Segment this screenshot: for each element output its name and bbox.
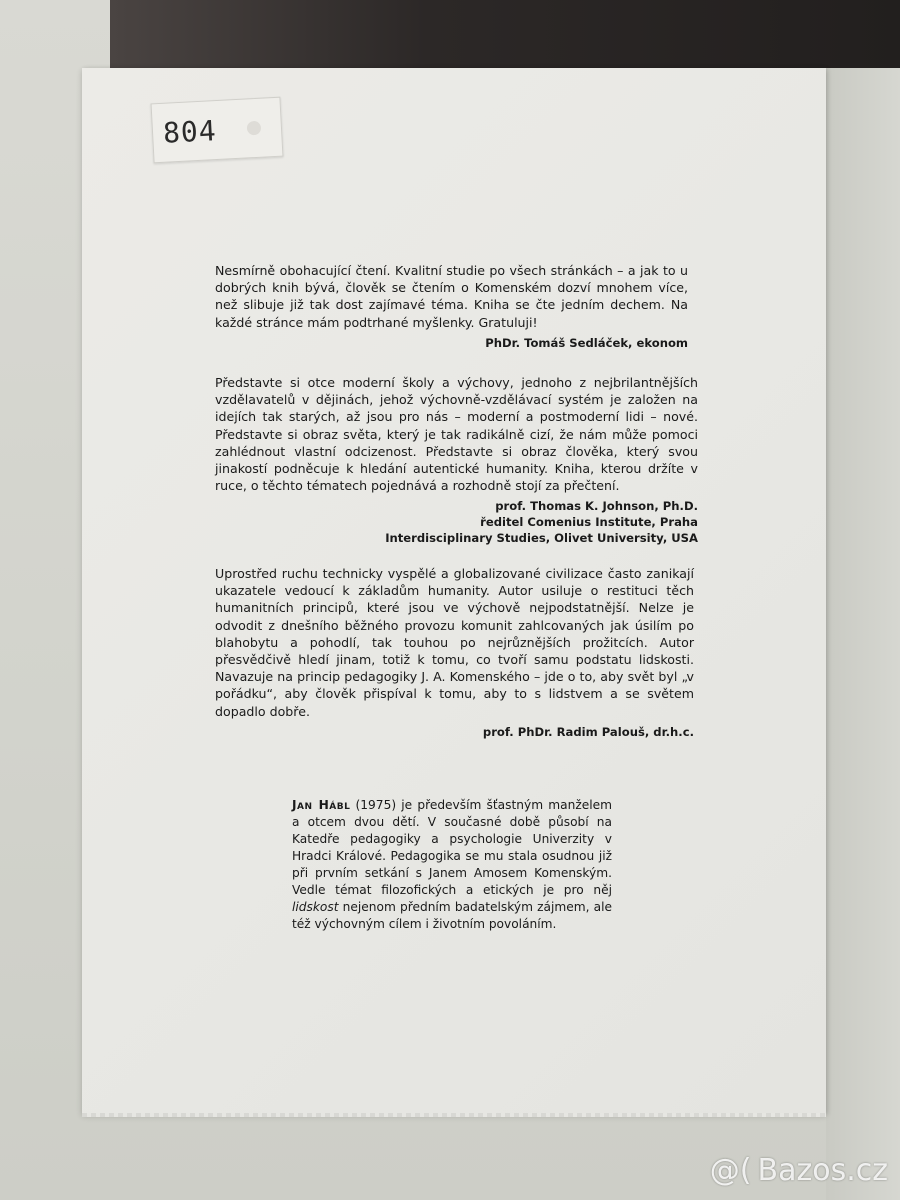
review-text: Nesmírně obohacující čtení. Kvalitní studie po všech stránkách – a jak to u dobrých knih bývá, člověk se čtením o Komenském dozví mnohem více, než slibuje již tak dost zajímavé téma. Kniha se čte jedním dechem. Na každé stránce mám podtrhané myšlenky. Gratuluji! [215,263,688,330]
review-signature [215,498,698,546]
signature-line: Interdisciplinary Studies, Olivet University, USA [385,531,698,546]
bio-italic-word: lidskost [292,900,339,914]
bio-text: (1975) je především šťastným manželem a otcem dvou dětí. V současné době působí na Katedře pedagogiky a psychologie Univerzity v Hradci Králové. Pedagogika se mu stala osudnou již při prvním setkání s Janem Amosem Komenským. Vedle témat filozofických a etických je pro něj [292,798,612,897]
signature-line: PhDr. Tomáš Sedláček, ekonom [485,335,688,350]
review-text: Uprostřed ruchu technicky vyspělé a globalizované civilizace často zanikají ukazatele vedoucí k základům humanity. Autor usiluje o restituci těch humanitních principů, které jsou ve výchově nejpodstatnější. Nelze je odvodit z dnešního běžného provozu komunit zahlcovaných jak úsilím po blahobytu a pohodlí, tak touhou po nejrůznějších prožitcích. Autor přesvědčivě hledí jinam, totiž k tomu, co tvoří samu podstatu lidskosti. Navazuje na princip pedagogiky J. A. Komenského – jde o to, aby svět byl „v pořádku“, aby člověk přispíval k tomu, aby to s lidstvem a se světem dopadlo dobře. [215,566,694,719]
author-name: Jan Hábl [292,798,351,812]
watermark [710,1153,888,1188]
review-text: Představte si otce moderní školy a výchovy, jednoho z nejbrilantnějších vzdělavatelů v dějinách, jehož výchovně-vzdělávací systém je založen na idejích tak starých, až jsou pro nás – moderní a postmoderní lidi – nové. Představte si obraz světa, který je tak radikálně cizí, že nám může pomoci zahlédnout vlastní odcizenost. Představte si obraz člověka, který svou jinakostí podněcuje k hledání autentické humanity. Kniha, kterou držíte v ruce, o těchto tématech pojednává a rozhodně stojí za přečtení. [215,375,698,494]
signature-line: prof. PhDr. Radim Palouš, dr.h.c. [482,724,694,739]
review-1 [215,262,688,351]
sticker-notch [247,121,262,136]
review-2 [215,374,698,546]
background-dark-strip [110,0,900,68]
author-bio [292,797,612,933]
watermark-text: Bazos.cz [757,1153,888,1188]
signature-line: ředitel Comenius Institute, Praha [480,515,698,530]
bio-text: nejenom předním badatelským zájmem, ale též výchovným cílem i životním povoláním. [292,900,612,931]
price-sticker [151,97,284,164]
background-surface [826,68,900,1200]
signature-line: prof. Thomas K. Johnson, Ph.D. [495,499,698,514]
review-signature [215,724,694,740]
sticker-number: 804 [162,113,218,150]
review-3 [215,565,694,740]
bio-paragraph [292,797,612,933]
at-sign-icon: @( [709,1153,752,1188]
review-signature [215,335,688,351]
